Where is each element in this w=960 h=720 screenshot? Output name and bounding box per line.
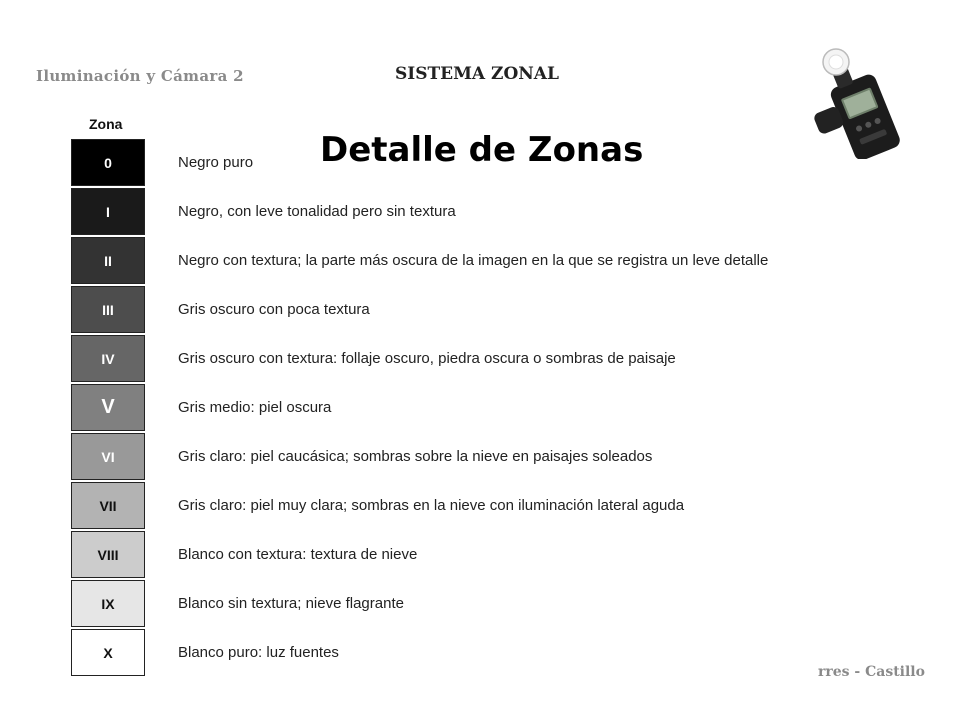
zone-description: Negro, con leve tonalidad pero sin textura	[178, 203, 456, 220]
topic-title: SISTEMA ZONAL	[395, 64, 559, 84]
page-title: Detalle de Zonas	[320, 130, 644, 170]
zone-description: Gris claro: piel caucásica; sombras sobre la nieve en paisajes soleados	[178, 448, 653, 465]
light-meter-icon	[806, 44, 916, 159]
zone-swatch: IV	[71, 335, 145, 382]
zone-swatch: IX	[71, 580, 145, 627]
zone-description: Blanco sin textura; nieve flagrante	[178, 595, 404, 612]
zone-swatch: VII	[71, 482, 145, 529]
zone-swatch: I	[71, 188, 145, 235]
zone-swatch: VI	[71, 433, 145, 480]
zone-description: Gris oscuro con textura: follaje oscuro, piedra oscura o sombras de paisaje	[178, 350, 676, 367]
zone-swatch: 0	[71, 139, 145, 186]
zone-description: Negro puro	[178, 154, 254, 171]
zone-description: Blanco con textura: textura de nieve	[178, 546, 418, 563]
zone-description: Gris claro: piel muy clara; sombras en la nieve con iluminación lateral aguda	[178, 497, 685, 514]
zone-description: Gris medio: piel oscura	[178, 399, 332, 416]
course-title: Iluminación y Cámara 2	[36, 67, 244, 85]
zone-description: Blanco puro: luz fuentes	[178, 644, 339, 661]
zone-swatch: III	[71, 286, 145, 333]
zone-swatch: X	[71, 629, 145, 676]
zone-swatch: VIII	[71, 531, 145, 578]
zone-description: Gris oscuro con poca textura	[178, 301, 370, 318]
zone-description: Negro con textura; la parte más oscura de la imagen en la que se registra un leve detalle	[178, 252, 769, 269]
footer-credit: rres - Castillo	[818, 664, 925, 680]
zone-swatch: V	[71, 384, 145, 431]
zone-swatch: II	[71, 237, 145, 284]
zone-column-label: Zona	[89, 116, 123, 132]
